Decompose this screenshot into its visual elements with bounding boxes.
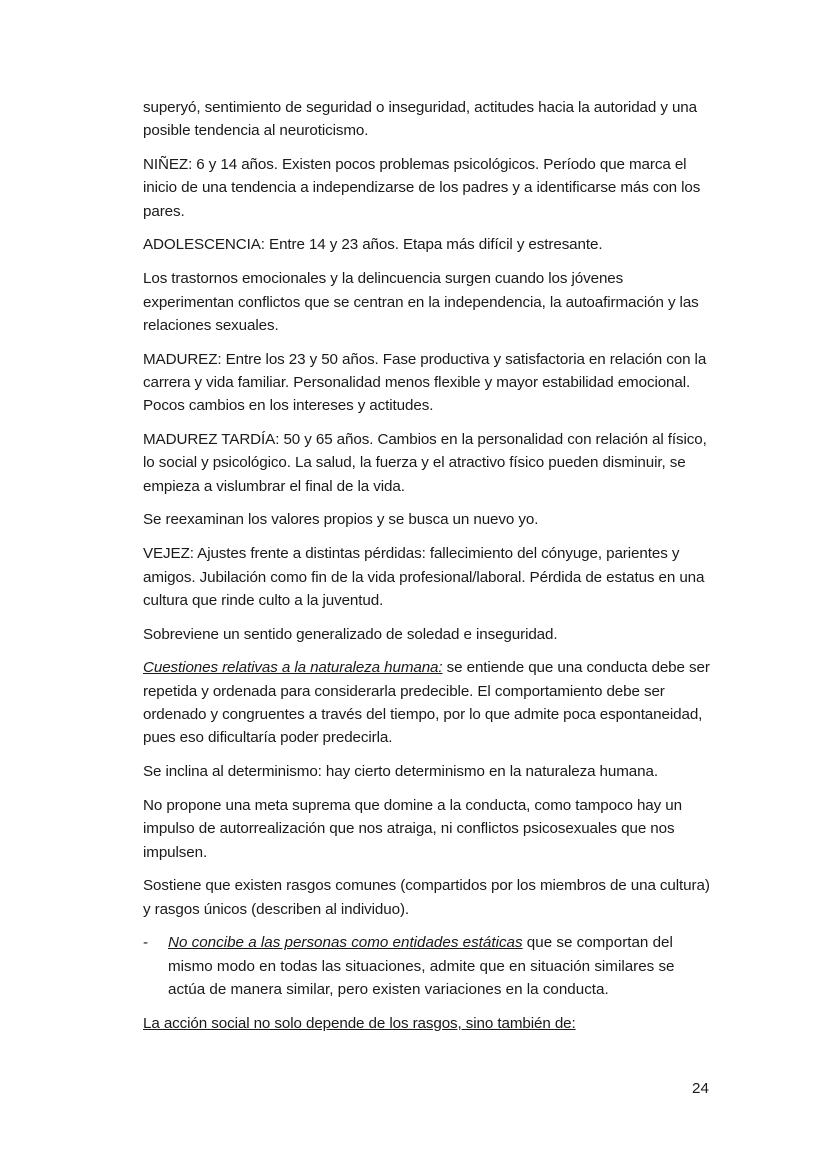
paragraph-superyo: superyó, sentimiento de seguridad o inseguridad, actitudes hacia la autoridad y una posible tendencia al neuroticismo. <box>143 99 698 140</box>
naturaleza-humana-text: se entiende que una conducta debe ser repetida y ordenada para considerarla predecible. El comportamiento debe ser ordenado y congruentes a través del tiempo, por lo que admite poca espontaneidad, pues eso dificultaría poder predecirla. <box>143 659 710 747</box>
naturaleza-humana-heading: Cuestiones relativas a la naturaleza humana: <box>143 659 443 677</box>
bullet-dash: - <box>143 934 149 952</box>
list-item <box>143 931 715 1001</box>
paragraph-accion-social: La acción social no solo depende de los rasgos, sino también de: <box>143 1014 576 1032</box>
paragraph-trastornos: Los trastornos emocionales y la delincuencia surgen cuando los jóvenes experimentan conflictos que se centran en la independencia, la autoafirmación y las relaciones sexuales. <box>143 270 699 334</box>
paragraph-soledad: Sobreviene un sentido generalizado de soledad e inseguridad. <box>143 625 558 643</box>
bullet-rest: que se comportan del mismo modo en todas las situaciones, admite que en situación similares se actúa de manera similar, pero existen variaciones en la conducta. <box>168 934 675 998</box>
paragraph-ninez: NIÑEZ: 6 y 14 años. Existen pocos problemas psicológicos. Período que marca el inicio de una tendencia a independizarse de los padres y a identificarse más con los pares. <box>143 156 701 220</box>
paragraph-vejez: VEJEZ: Ajustes frente a distintas pérdidas: fallecimiento del cónyuge, parientes y amigos. Jubilación como fin de la vida profesional/laboral. Pérdida de estatus en una cultura que rinde culto a la juventud. <box>143 545 705 609</box>
paragraph-madurez: MADUREZ: Entre los 23 y 50 años. Fase productiva y satisfactoria en relación con la carrera y vida familiar. Personalidad menos flexible y mayor estabilidad emocional. Pocos cambios en los intereses y actitudes. <box>143 350 707 415</box>
paragraph-naturaleza-humana <box>143 656 715 749</box>
paragraph-determinismo: Se inclina al determinismo: hay cierto determinismo en la naturaleza humana. <box>143 763 658 781</box>
paragraph-rasgos: Sostiene que existen rasgos comunes (compartidos por los miembros de una cultura) y rasgos únicos (describen al individuo). <box>143 877 710 918</box>
paragraph-meta-suprema: No propone una meta suprema que domine a la conducta, como tampoco hay un impulso de autorrealización que nos atraiga, ni conflictos psicosexuales que nos impulsen. <box>143 796 682 861</box>
paragraph-reexaminan: Se reexaminan los valores propios y se busca un nuevo yo. <box>143 511 539 529</box>
bullet-emphasis: No concibe a las personas como entidades estáticas <box>168 934 523 952</box>
page-number: 24 <box>692 1080 709 1097</box>
bullet-text <box>168 931 715 1001</box>
paragraph-adolescencia: ADOLESCENCIA: Entre 14 y 23 años. Etapa más difícil y estresante. <box>143 236 603 254</box>
paragraph-madurez-tardia: MADUREZ TARDÍA: 50 y 65 años. Cambios en la personalidad con relación al físico, lo social y psicológico. La salud, la fuerza y el atractivo físico pueden disminuir, se empieza a vislumbrar el final de la vida. <box>143 431 707 495</box>
document-body <box>143 96 715 1046</box>
